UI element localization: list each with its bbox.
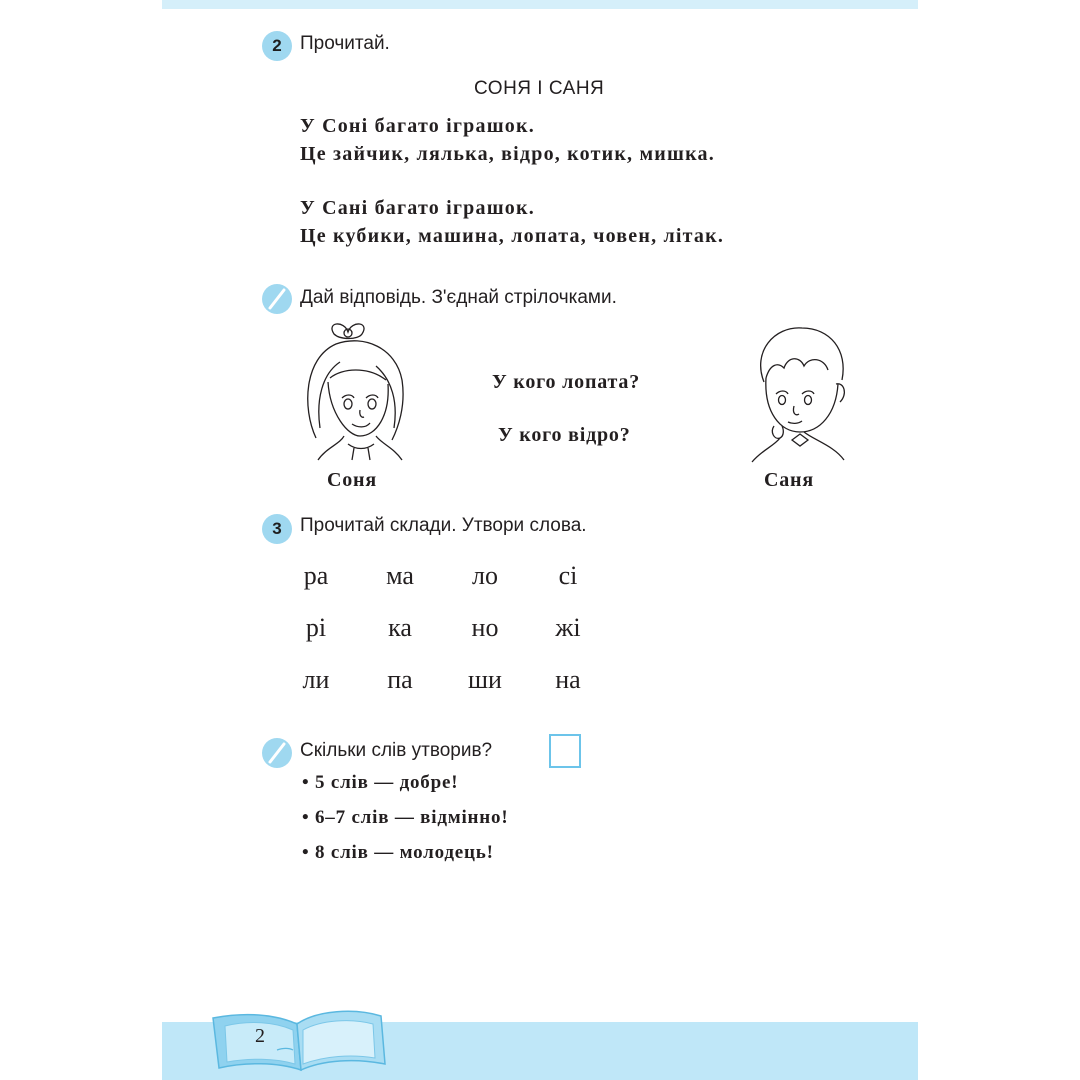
top-bar — [162, 0, 918, 9]
story-line: Це зайчик, лялька, відро, котик, мишка. — [300, 143, 715, 165]
answer-box[interactable] — [549, 734, 581, 768]
syllable: ши — [468, 665, 502, 694]
story-line: Це кубики, машина, лопата, човен, літак. — [300, 225, 725, 247]
task-instruction: Прочитай склади. Утвори слова. — [300, 515, 587, 536]
story-line: У Соні багато іграшок. — [300, 115, 535, 137]
pencil-icon — [262, 284, 292, 314]
pencil-icon — [262, 738, 292, 768]
task-instruction: Прочитай. — [300, 33, 390, 54]
story-line: У Сані багато іграшок. — [300, 197, 535, 219]
syllable: ло — [472, 561, 498, 590]
syllable: ма — [386, 561, 414, 590]
count-question: Скільки слів утворив? — [300, 740, 493, 761]
name-sanya: Саня — [764, 469, 814, 491]
syllable: на — [555, 665, 581, 694]
syllable: па — [387, 665, 413, 694]
syllable: но — [471, 613, 499, 642]
syllable: жі — [555, 613, 581, 642]
task-number-badge: 3 — [262, 514, 292, 544]
answer-instruction: Дай відповідь. З'єднай стрілочками. — [300, 287, 617, 308]
syllable: сі — [558, 561, 578, 590]
score-item: • 8 слів — молодець! — [302, 842, 494, 863]
story-title: СОНЯ І САНЯ — [474, 78, 605, 99]
syllable: ли — [302, 665, 330, 694]
boy-illustration — [744, 322, 854, 464]
score-item: • 6–7 слів — відмінно! — [302, 807, 509, 828]
syllable: рі — [305, 613, 327, 642]
syllable: ра — [303, 561, 329, 590]
page-number: 2 — [255, 1025, 265, 1047]
question-bucket: У кого відро? — [498, 424, 631, 446]
syllable: ка — [388, 613, 412, 642]
task-number-badge: 2 — [262, 31, 292, 61]
name-sonya: Соня — [327, 469, 377, 491]
open-book-icon — [205, 1004, 390, 1076]
question-shovel: У кого лопата? — [492, 371, 641, 393]
girl-illustration — [296, 318, 416, 463]
score-item: • 5 слів — добре! — [302, 772, 459, 793]
